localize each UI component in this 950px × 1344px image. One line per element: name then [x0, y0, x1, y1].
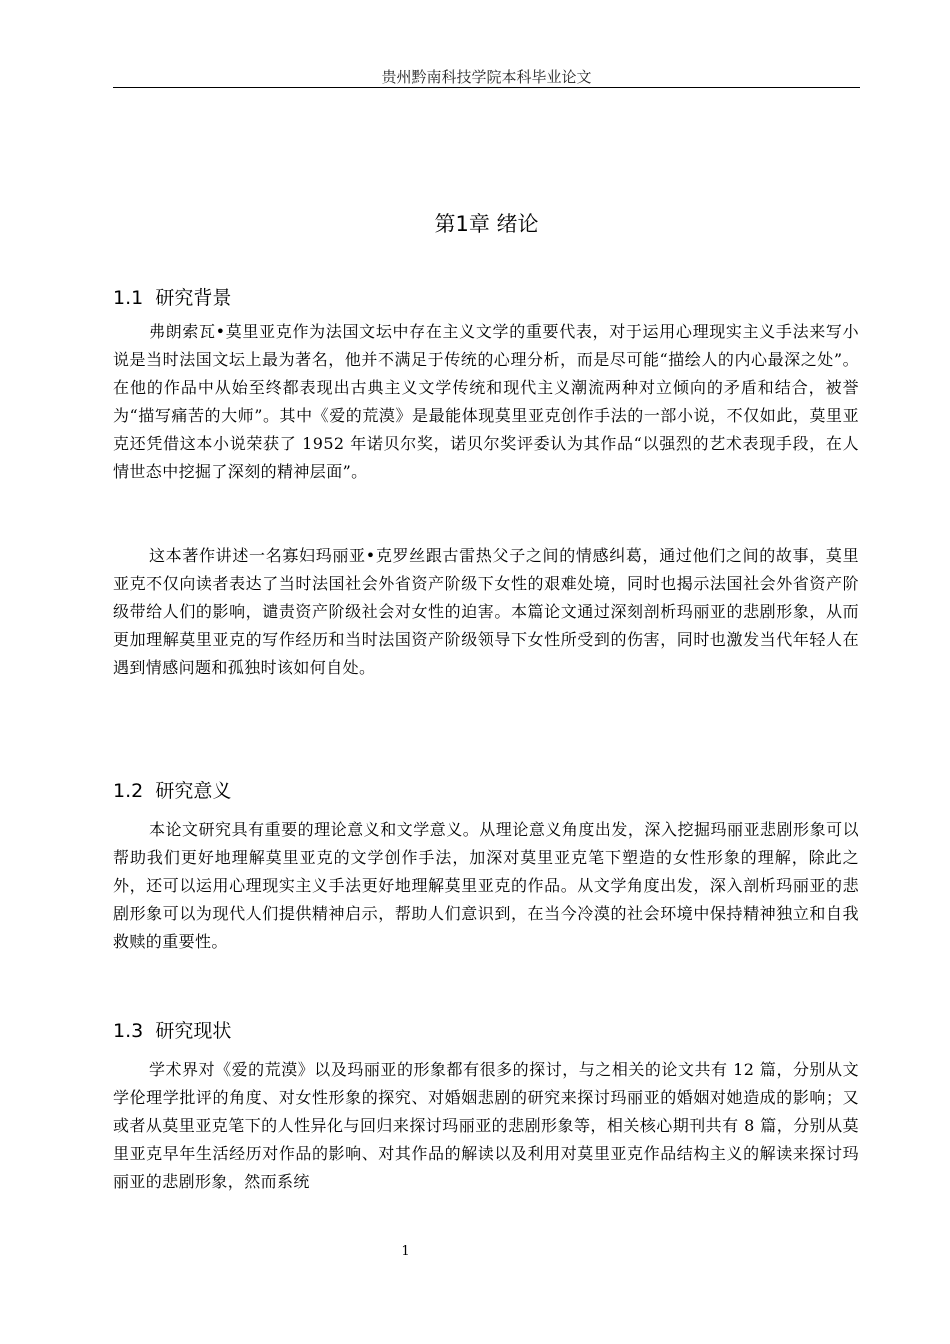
section-number: 1.2 [113, 780, 144, 802]
page-number: 1 [401, 1244, 410, 1259]
section-number: 1.3 [113, 1020, 144, 1042]
section-title: 研究意义 [155, 780, 232, 802]
section-title: 研究现状 [155, 1020, 232, 1042]
section-heading-1-3 [113, 1016, 860, 1046]
chapter-title: 第1章 绪论 [434, 212, 539, 236]
section-heading-1-1 [113, 283, 860, 313]
paragraph: 弗朗索瓦•莫里亚克作为法国文坛中存在主义文学的重要代表，对于运用心理现实主义手法来写小说是当时法国文坛上最为著名，他并不满足于传统的心理分析，而是尽可能“描绘人的内心最深之处”。在他的作品中从始至终都表现出古典主义文学传统和现代主义潮流两种对立倾向的矛盾和结合，被誉为“描写痛苦的大师”。其中《爱的荒漠》是最能体现莫里亚克创作手法的一部小说，不仅如此，莫里亚克还凭借这本小说荣获了 1952 年诺贝尔奖，诺贝尔奖评委认为其作品“以强烈的艺术表现手段，在人情世态中挖掘了深刻的精神层面”。 [113, 322, 859, 481]
section-number: 1.1 [113, 287, 144, 309]
paragraph: 这本著作讲述一名寡妇玛丽亚•克罗丝跟古雷热父子之间的情感纠葛，通过他们之间的故事，莫里亚克不仅向读者表达了当时法国社会外省资产阶级下女性的艰难处境，同时也揭示法国社会外省资产阶级带给人们的影响，谴责资产阶级社会对女性的迫害。本篇论文通过深刻剖析玛丽亚的悲剧形象，从而更加理解莫里亚克的写作经历和当时法国资产阶级领导下女性所受到的伤害，同时也激发当代年轻人在遇到情感问题和孤独时该如何自处。 [113, 546, 859, 677]
paragraph: 学术界对《爱的荒漠》以及玛丽亚的形象都有很多的探讨，与之相关的论文共有 12 篇，分别从文学伦理学批评的角度、对女性形象的探究、对婚姻悲剧的研究来探讨玛丽亚的婚姻对她造成的影响；又或者从莫里亚克笔下的人性异化与回归来探讨玛丽亚的悲剧形象等，相关核心期刊共有 8 篇，分别从莫里亚克早年生活经历对作品的影响、对其作品的解读以及利用对莫里亚克作品结构主义的解读来探讨玛丽亚的悲剧形象，然而系统 [113, 1060, 859, 1191]
header-divider [113, 87, 860, 88]
section-title: 研究背景 [155, 287, 232, 309]
paragraph: 本论文研究具有重要的理论意义和文学意义。从理论意义角度出发，深入挖掘玛丽亚悲剧形象可以帮助我们更好地理解莫里亚克的文学创作手法，加深对莫里亚克笔下塑造的女性形象的理解，除此之外，还可以运用心理现实主义手法更好地理解莫里亚克的作品。从文学角度出发，深入剖析玛丽亚的悲剧形象可以为现代人们提供精神启示，帮助人们意识到，在当今冷漠的社会环境中保持精神独立和自我救赎的重要性。 [113, 820, 859, 951]
running-header: 贵州黔南科技学院本科毕业论文 [381, 68, 592, 86]
section-heading-1-2 [113, 776, 860, 806]
